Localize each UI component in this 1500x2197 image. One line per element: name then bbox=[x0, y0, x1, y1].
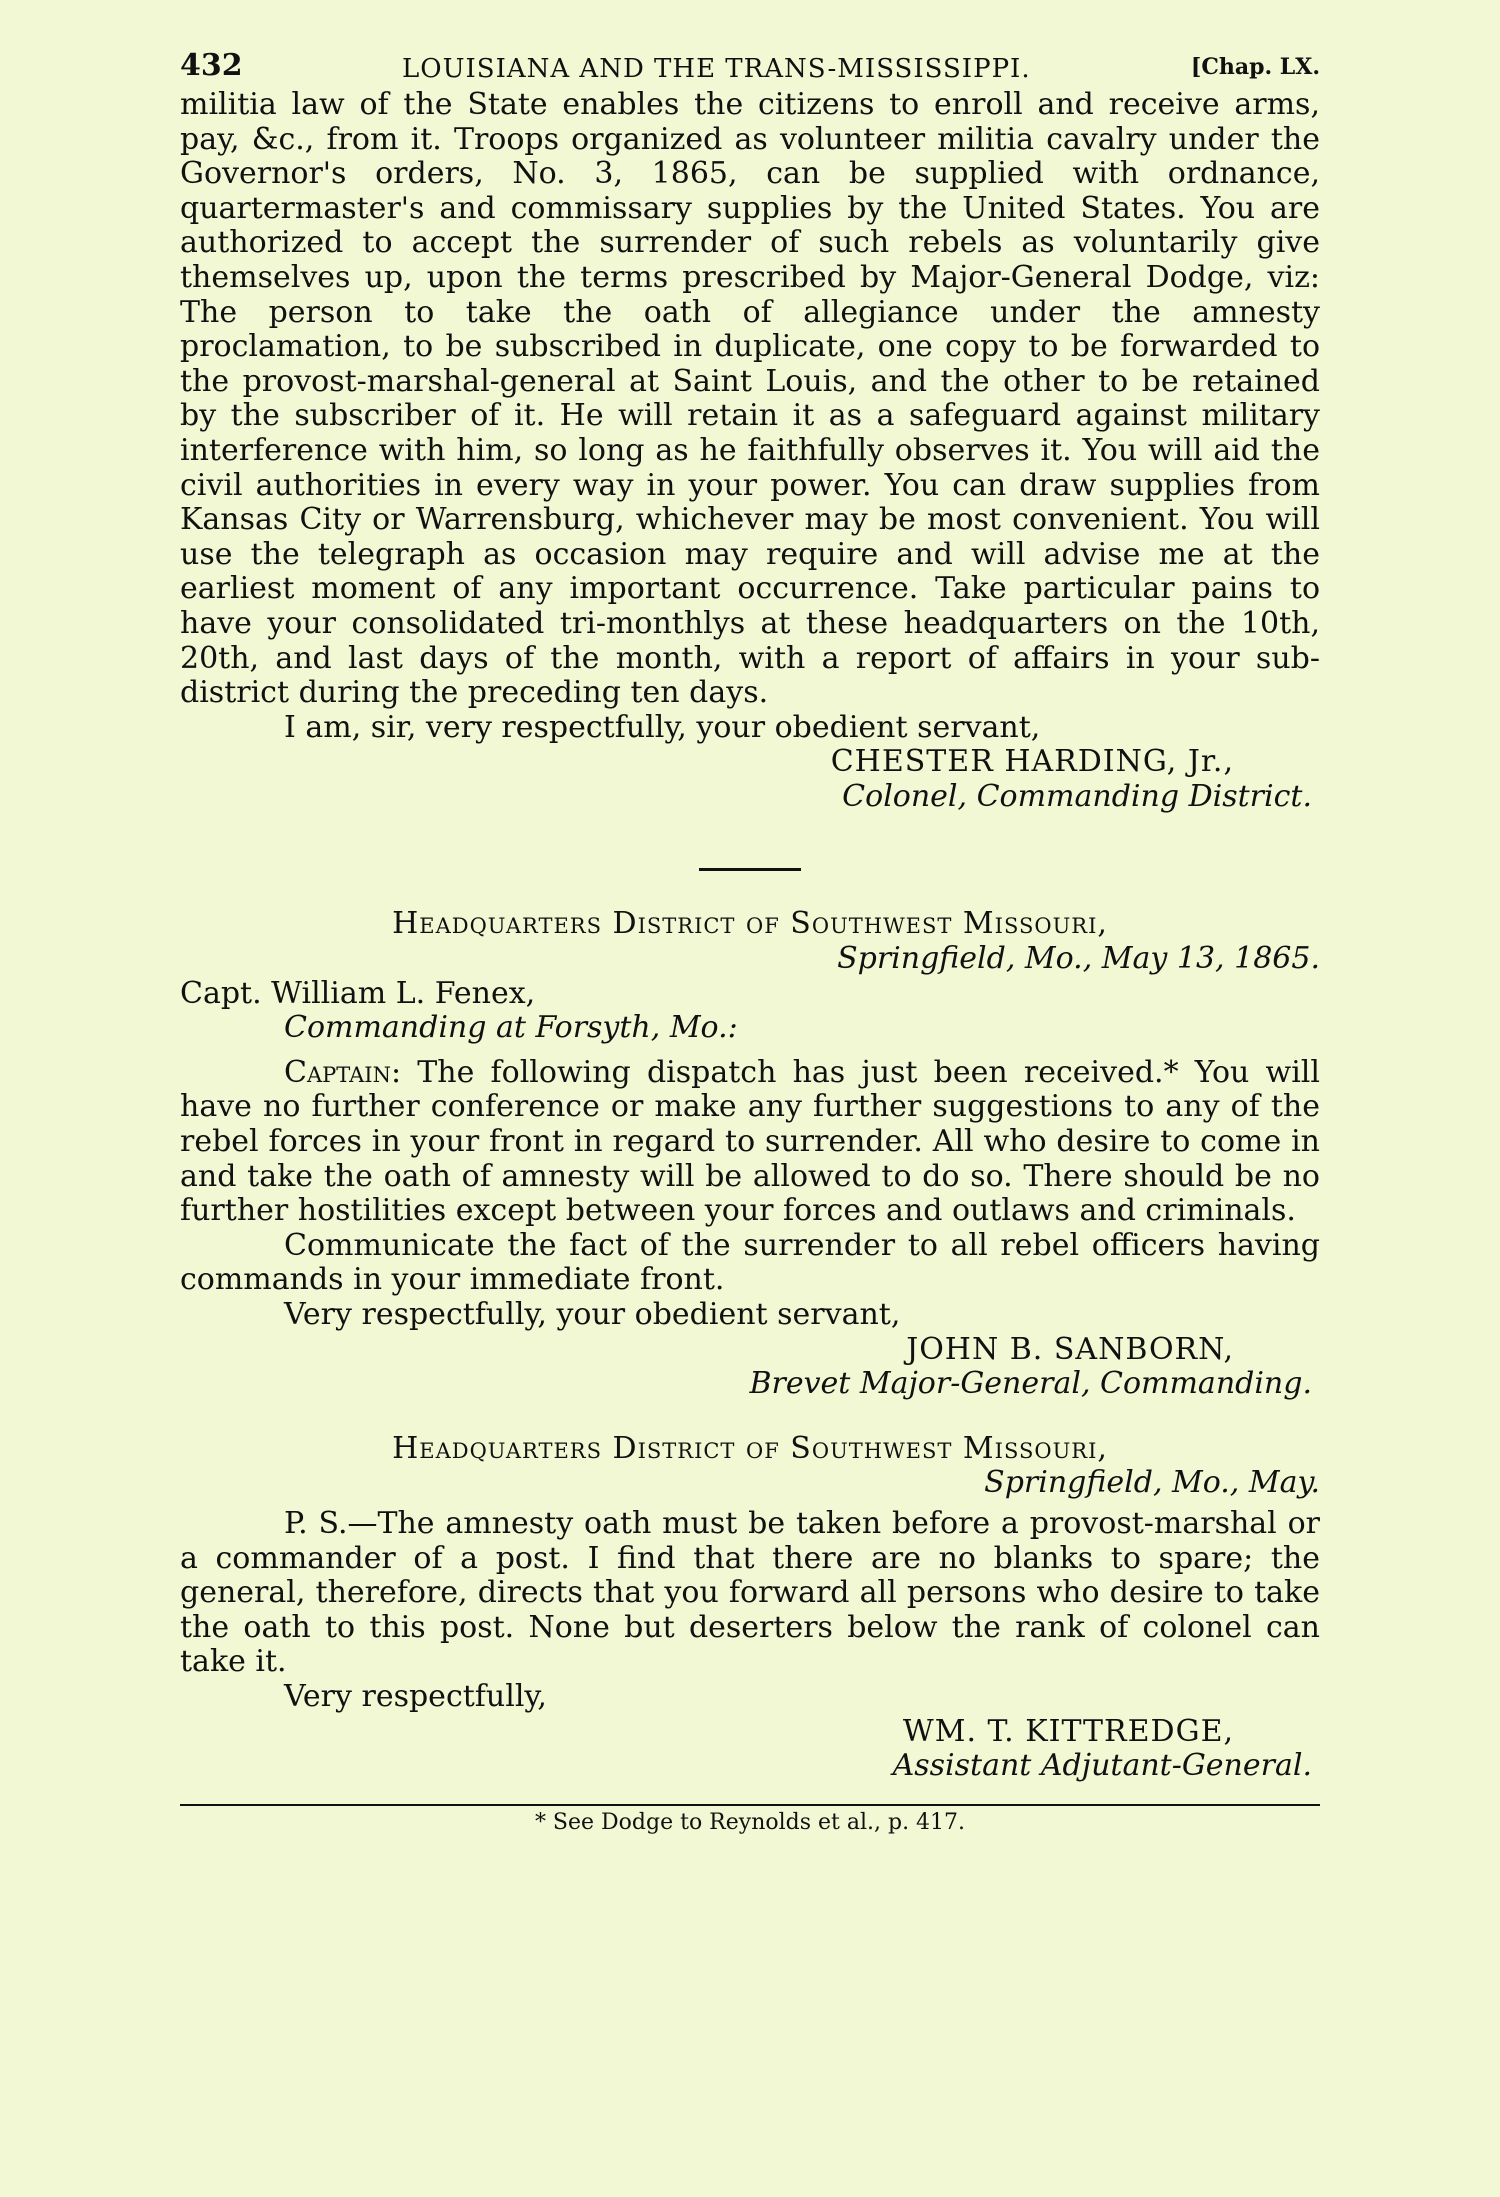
letter3-heading: Headquarters District of Southwest Missouri, bbox=[392, 1430, 1108, 1466]
letter3-postscript: P. S.—The amnesty oath must be taken before a provost-marshal or a commander of a post. I find that there are no blanks to spare; the general, therefore, directs that you forward all persons who desire to take the oath to this post. None but deserters below the rank of colonel can take it. bbox=[180, 1505, 1320, 1680]
running-title: LOUISIANA AND THE TRANS-MISSISSIPPI. bbox=[402, 54, 1031, 84]
chapter-label: [Chap. LX. bbox=[1190, 54, 1320, 80]
letter2-addressee-title: Commanding at Forsyth, Mo.: bbox=[284, 1010, 738, 1046]
letter2-signer-title: Brevet Major-General, Commanding. bbox=[749, 1366, 1312, 1402]
letter1-closing: I am, sir, very respectfully, your obedient servant, bbox=[284, 709, 1041, 745]
letter3-signer: WM. T. KITTREDGE, bbox=[902, 1713, 1234, 1749]
document-page bbox=[180, 48, 1320, 1840]
letter3-signer-title: Assistant Adjutant-General. bbox=[892, 1748, 1312, 1784]
letter1-signer-title: Colonel, Commanding District. bbox=[842, 778, 1312, 814]
letter3-closing: Very respectfully, bbox=[284, 1678, 547, 1714]
footnote: * See Dodge to Reynolds et al., p. 417. bbox=[534, 1809, 966, 1835]
section-divider bbox=[699, 868, 801, 871]
letter2-closing: Very respectfully, your obedient servant, bbox=[284, 1297, 901, 1332]
letter2-paragraph2: Communicate the fact of the surrender to all rebel officers having commands in your immediate front. bbox=[180, 1227, 1320, 1298]
letter1-body: militia law of the State enables the citizens to enroll and receive arms, pay, &c., from it. Troops organized as volunteer militia cavalry under the Governor's orders, No. 3, 1865, can be supplied with ordnance, quartermaster's and commissary supplies by the United States. You are authorized to accept the surrender of such rebels as voluntarily give themselves up, upon the terms prescribed by Major-General Dodge, viz: The person to take the oath of allegiance under the amnesty proclamation, to be subscribed in duplicate, one copy to be forwarded to the provost-marshal-general at Saint Louis, and the other to be retained by the subscriber of it. He will retain it as a safeguard against military interference with him, so long as he faithfully observes it. You will aid the civil authorities in every way in your power. You can draw supplies from Kansas City or Warrensburg, whichever may be most convenient. You will use the telegraph as occasion may require and will advise me at the earliest moment of any important occurrence. Take particular pains to have your consolidated tri-monthlys at these headquarters on the 10th, 20th, and last days of the month, with a report of affairs in your sub-district during the preceding ten days. bbox=[180, 87, 1320, 711]
letter2-paragraph1: Captain: The following dispatch has just been received.* You will have no further conference or make any further suggestions to any of the rebel forces in your front in regard to surrender. All who desire to come in and take the oath of amnesty will be allowed to do so. There should be no further hostilities except between your forces and outlaws and criminals. bbox=[180, 1054, 1320, 1229]
letter2-addressee: Capt. William L. Fenex, bbox=[180, 975, 536, 1011]
letter3-place-date: Springfield, Mo., May. bbox=[984, 1465, 1320, 1501]
running-header bbox=[180, 48, 1320, 88]
letter2-place-date: Springfield, Mo., May 13, 1865. bbox=[837, 941, 1320, 977]
salutation: Captain: bbox=[284, 1054, 402, 1090]
letter2-heading: Headquarters District of Southwest Missouri, bbox=[392, 906, 1108, 942]
page-number: 432 bbox=[180, 48, 243, 83]
page-text bbox=[180, 88, 1320, 1840]
letter2-signer: JOHN B. SANBORN, bbox=[906, 1331, 1234, 1367]
letter1-signer: CHESTER HARDING, Jr., bbox=[830, 744, 1234, 780]
